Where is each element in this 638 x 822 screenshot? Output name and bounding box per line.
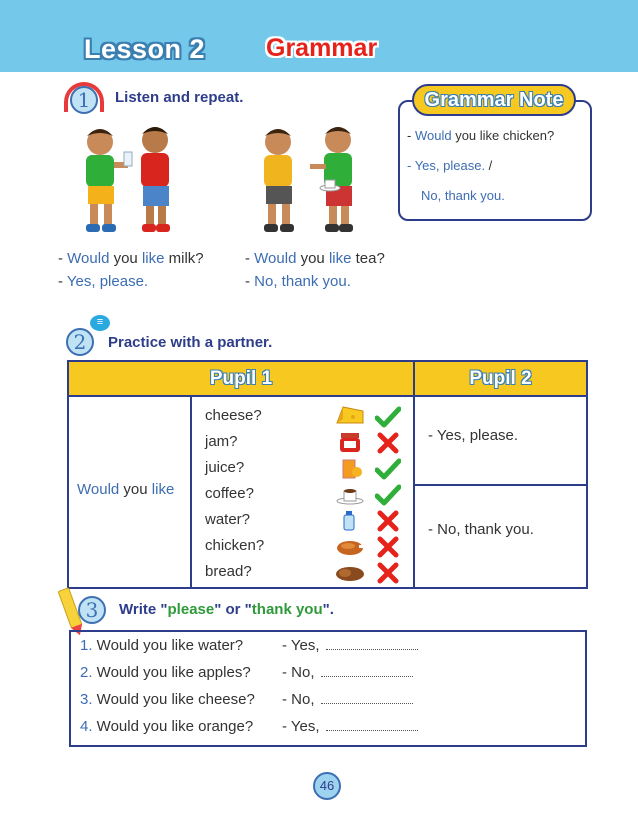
food-row	[205, 535, 405, 559]
answer-blank[interactable]: - No,	[282, 691, 413, 708]
section-heading: Grammar	[266, 34, 378, 62]
pupil-2-header: Pupil 2	[415, 362, 586, 397]
exercise-question: 2. Would you like apples?	[80, 664, 251, 681]
food-label: cheese?	[205, 407, 262, 424]
food-label: chicken?	[205, 537, 265, 554]
food-label: bread?	[205, 563, 252, 580]
coffee-icon	[335, 483, 365, 505]
food-row	[205, 405, 405, 429]
pupil-1-header: Pupil 1	[69, 362, 413, 397]
answer-blank[interactable]: - Yes,	[282, 637, 418, 654]
dialog-tea-question: - Would you like tea?	[245, 250, 385, 267]
food-label: juice?	[205, 459, 245, 476]
boys-tea-illustration	[250, 122, 370, 237]
exercise-2-title: Practice with a partner.	[108, 334, 273, 351]
food-row	[205, 561, 405, 585]
water-icon	[335, 509, 365, 531]
exercise-number-3: 3	[78, 596, 106, 624]
dialog-tea-answer: - No, thank you.	[245, 273, 351, 290]
bread-icon	[335, 561, 365, 583]
exercise-question: 4. Would you like orange?	[80, 718, 254, 735]
grammar-note-question: - Would you like chicken?	[407, 128, 555, 143]
check-mark-icon	[375, 405, 401, 429]
food-row	[205, 509, 405, 533]
food-label: coffee?	[205, 485, 254, 502]
food-label: jam?	[205, 433, 238, 450]
answer-dotted-line[interactable]	[326, 721, 418, 731]
grammar-note-title: Grammar Note	[412, 84, 576, 116]
exercise-3-title: Write "please" or "thank you".	[119, 601, 334, 618]
lesson-title: Lesson 2	[84, 34, 206, 64]
answer-yes: - Yes, please.	[428, 427, 519, 444]
cross-mark-icon	[375, 509, 401, 533]
answer-dotted-line[interactable]	[321, 694, 413, 704]
speech-bubble-icon: ≡	[90, 315, 110, 331]
answer-dotted-line[interactable]	[326, 640, 418, 650]
cross-mark-icon	[375, 431, 401, 455]
answer-blank[interactable]: - No,	[282, 664, 413, 681]
cheese-icon	[335, 405, 365, 427]
page-number: 46	[313, 772, 341, 800]
food-label: water?	[205, 511, 251, 528]
cross-mark-icon	[375, 535, 401, 559]
answer-no: - No, thank you.	[428, 521, 534, 538]
food-row	[205, 483, 405, 507]
stem-divider	[190, 397, 192, 587]
question-stem: Would you like	[77, 481, 175, 498]
dialog-milk-question: - Would you like milk?	[58, 250, 204, 267]
answer-divider	[415, 484, 586, 486]
dialog-milk-answer: - Yes, please.	[58, 273, 149, 290]
exercise-number-2: 2	[66, 328, 94, 356]
exercise-question: 1. Would you like water?	[80, 637, 244, 654]
grammar-note-yes: - Yes, please. /	[407, 158, 493, 173]
food-row	[205, 431, 405, 455]
grammar-note-no: No, thank you.	[421, 188, 505, 203]
food-row	[205, 457, 405, 481]
answer-dotted-line[interactable]	[321, 667, 413, 677]
exercise-question: 3. Would you like cheese?	[80, 691, 255, 708]
answer-blank[interactable]: - Yes,	[282, 718, 418, 735]
boys-milk-illustration	[70, 122, 190, 237]
cross-mark-icon	[375, 561, 401, 585]
check-mark-icon	[375, 457, 401, 481]
jam-icon	[335, 431, 365, 453]
exercise-number-1: 1	[70, 86, 98, 114]
chicken-icon	[335, 535, 365, 557]
juice-icon	[335, 457, 365, 479]
exercise-1-title: Listen and repeat.	[115, 89, 244, 106]
check-mark-icon	[375, 483, 401, 507]
